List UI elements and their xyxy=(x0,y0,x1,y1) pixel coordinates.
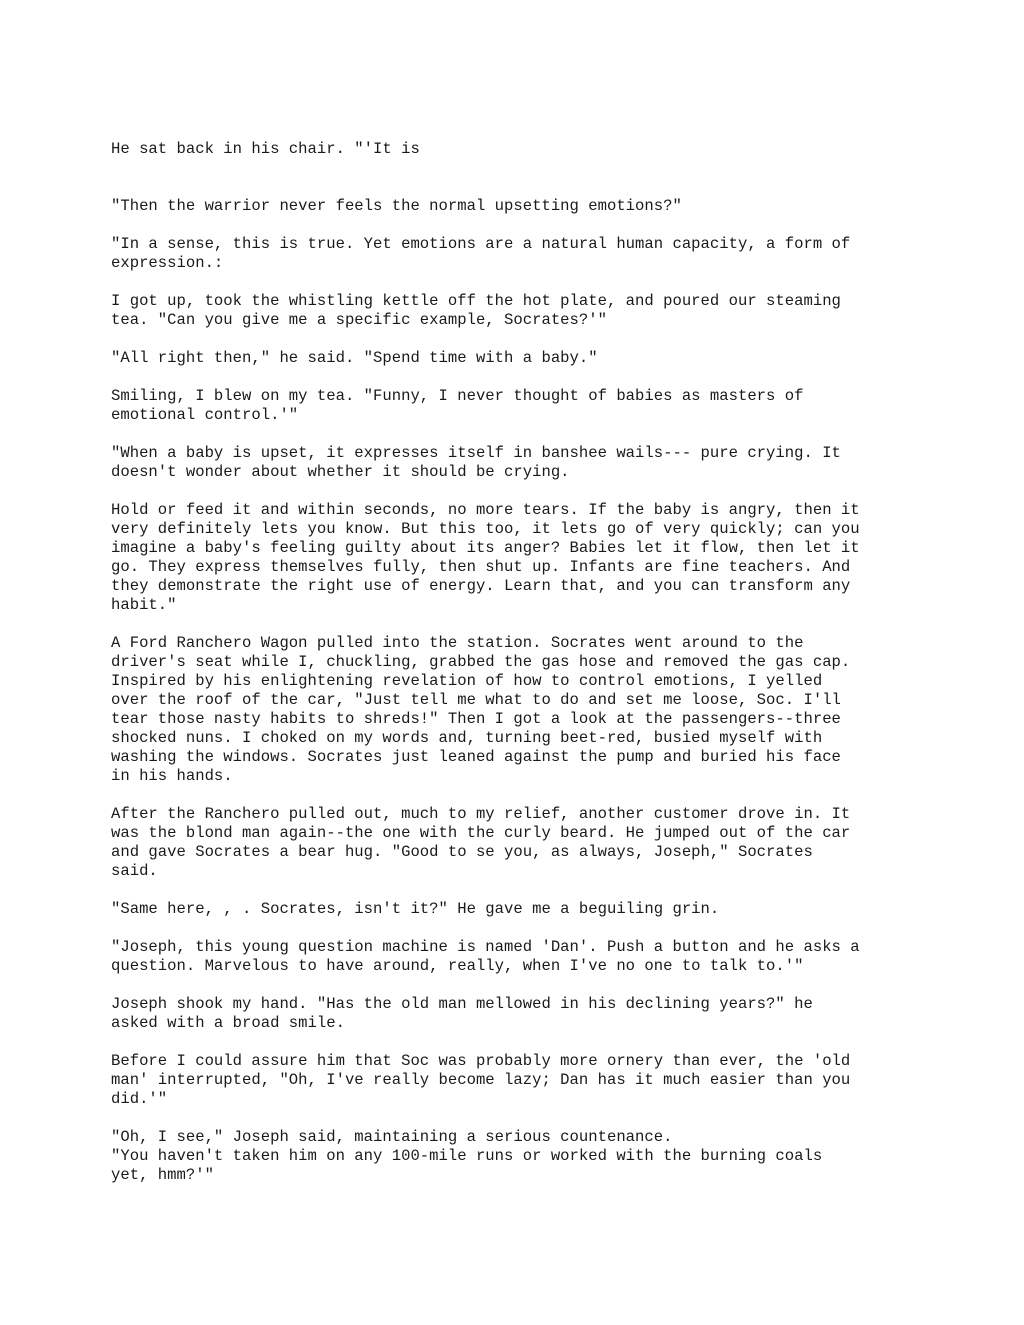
paragraph: Smiling, I blew on my tea. "Funny, I never thought of babies as masters of emotional control.'" xyxy=(111,387,804,424)
paragraph: "Joseph, this young question machine is named 'Dan'. Push a button and he asks a question. Marvelous to have around, really, when I've no one to talk to.'" xyxy=(111,938,860,975)
paragraph: "Then the warrior never feels the normal upsetting emotions?" xyxy=(111,197,682,215)
document-body xyxy=(111,140,941,1204)
paragraph: A Ford Ranchero Wagon pulled into the station. Socrates went around to the driver's seat while I, chuckling, grabbed the gas hose and removed the gas cap. Inspired by his enlightening revelation of how to control emotions, I yelled over the roof of the car, "Just tell me what to do and set me loose, Soc. I'll tear those nasty habits to shreds!" Then I got a look at the passengers--three shocked nuns. I choked on my words and, turning beet-red, busied myself with washing the windows. Socrates just leaned against the pump and buried his face in his hands. xyxy=(111,634,851,785)
paragraph: Before I could assure him that Soc was probably more ornery than ever, the 'old man' interrupted, "Oh, I've really become lazy; Dan has it much easier than you did.'" xyxy=(111,1052,851,1108)
paragraph: Joseph shook my hand. "Has the old man mellowed in his declining years?" he asked with a broad smile. xyxy=(111,995,813,1032)
paragraph: He sat back in his chair. "'It is xyxy=(111,140,420,158)
paragraph: "When a baby is upset, it expresses itself in banshee wails--- pure crying. It doesn't wonder about whether it should be crying. xyxy=(111,444,841,481)
paragraph: "In a sense, this is true. Yet emotions are a natural human capacity, a form of expression.: xyxy=(111,235,851,272)
paragraph: "You haven't taken him on any 100-mile runs or worked with the burning coals yet, hmm?'" xyxy=(111,1147,823,1184)
paragraph: "All right then," he said. "Spend time with a baby." xyxy=(111,349,598,367)
paragraph: I got up, took the whistling kettle off the hot plate, and poured our steaming tea. "Can you give me a specific example, Socrates?'" xyxy=(111,292,841,329)
paragraph: After the Ranchero pulled out, much to my relief, another customer drove in. It was the blond man again--the one with the curly beard. He jumped out of the car and gave Socrates a bear hug. "Good to se you, as always, Joseph," Socrates said. xyxy=(111,805,851,880)
paragraph: "Oh, I see," Joseph said, maintaining a serious countenance. xyxy=(111,1128,673,1146)
paragraph: "Same here, , . Socrates, isn't it?" He gave me a beguiling grin. xyxy=(111,900,720,918)
paragraph: Hold or feed it and within seconds, no more tears. If the baby is angry, then it very definitely lets you know. But this too, it lets go of very quickly; can you imagine a baby's feeling guilty about its anger? Babies let it flow, then let it go. They express themselves fully, then shut up. Infants are fine teachers. And they demonstrate the right use of energy. Learn that, and you can transform any habit." xyxy=(111,501,860,614)
